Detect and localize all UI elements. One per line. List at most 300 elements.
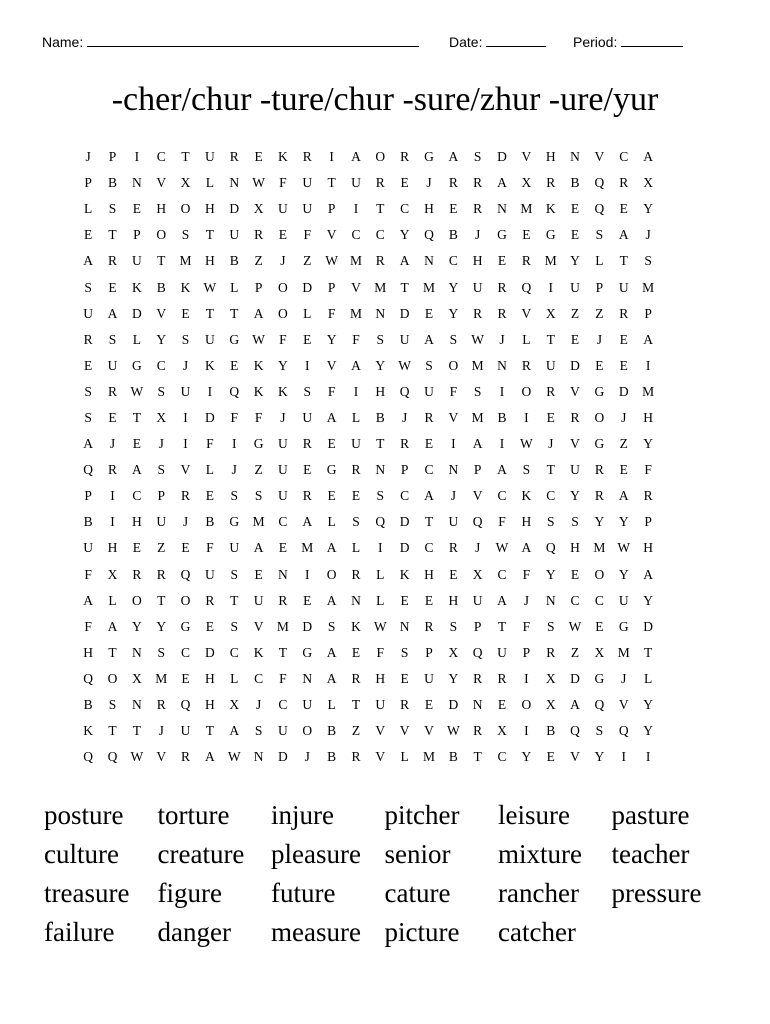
grid-letter[interactable]: R <box>83 331 93 347</box>
grid-letter[interactable]: Q <box>83 462 94 478</box>
grid-letter[interactable]: H <box>643 540 653 556</box>
grid-letter[interactable]: F <box>327 305 336 321</box>
grid-letter[interactable]: A <box>107 305 118 321</box>
grid-letter[interactable]: Y <box>643 436 653 452</box>
grid-letter[interactable]: V <box>399 723 410 739</box>
grid-letter[interactable]: D <box>205 644 215 660</box>
grid-letter[interactable]: X <box>107 566 118 582</box>
grid-letter[interactable]: F <box>376 644 385 660</box>
grid-letter[interactable]: U <box>131 253 142 269</box>
grid-letter[interactable]: G <box>594 670 605 686</box>
grid-letter[interactable]: E <box>230 357 239 373</box>
grid-letter[interactable]: Y <box>278 357 288 373</box>
grid-letter[interactable]: D <box>570 670 580 686</box>
grid-letter[interactable]: D <box>399 514 410 530</box>
grid-letter[interactable]: E <box>327 488 336 504</box>
grid-letter[interactable]: Q <box>424 227 434 243</box>
grid-letter[interactable]: F <box>522 566 531 582</box>
grid-letter[interactable]: T <box>424 514 434 530</box>
grid-letter[interactable]: Y <box>156 331 167 347</box>
grid-letter[interactable]: K <box>545 201 556 217</box>
grid-letter[interactable]: U <box>205 331 215 347</box>
grid-letter[interactable]: J <box>475 540 481 556</box>
grid-letter[interactable]: W <box>373 618 387 634</box>
grid-letter[interactable]: P <box>644 514 652 530</box>
grid-letter[interactable]: V <box>570 436 580 452</box>
grid-letter[interactable]: I <box>378 540 383 556</box>
grid-letter[interactable]: E <box>497 253 507 269</box>
grid-letter[interactable]: S <box>84 279 92 295</box>
grid-letter[interactable]: T <box>230 592 239 608</box>
grid-letter[interactable]: O <box>594 409 605 425</box>
grid-letter[interactable]: G <box>131 357 142 373</box>
grid-letter[interactable]: R <box>424 618 434 634</box>
grid-letter[interactable]: Q <box>229 383 240 399</box>
grid-letter[interactable]: P <box>133 227 141 243</box>
grid-letter[interactable]: R <box>278 592 288 608</box>
grid-letter[interactable]: I <box>645 357 651 373</box>
grid-letter[interactable]: L <box>205 462 215 478</box>
grid-letter[interactable]: A <box>351 149 361 165</box>
grid-letter[interactable]: B <box>327 723 337 739</box>
grid-letter[interactable]: T <box>546 462 555 478</box>
grid-letter[interactable]: U <box>278 723 288 739</box>
grid-letter[interactable]: O <box>131 592 142 608</box>
grid-letter[interactable]: I <box>353 201 359 217</box>
grid-letter[interactable]: N <box>472 697 483 713</box>
grid-letter[interactable]: I <box>183 409 188 425</box>
grid-letter[interactable]: D <box>278 749 288 765</box>
grid-letter[interactable]: N <box>131 175 142 191</box>
period-field[interactable] <box>573 34 683 50</box>
grid-letter[interactable]: L <box>303 305 312 321</box>
grid-letter[interactable]: E <box>570 566 580 582</box>
grid-letter[interactable]: R <box>546 383 556 399</box>
grid-letter[interactable]: M <box>642 383 655 399</box>
grid-letter[interactable]: C <box>254 670 264 686</box>
grid-letter[interactable]: T <box>351 697 361 713</box>
name-line[interactable] <box>87 34 419 47</box>
grid-letter[interactable]: N <box>399 618 410 634</box>
grid-letter[interactable]: Y <box>399 227 410 243</box>
grid-letter[interactable]: R <box>108 462 118 478</box>
grid-letter[interactable]: E <box>595 618 604 634</box>
grid-letter[interactable]: K <box>278 383 288 399</box>
grid-letter[interactable]: I <box>110 488 115 504</box>
grid-letter[interactable]: Z <box>254 462 263 478</box>
grid-letter[interactable]: S <box>84 409 92 425</box>
grid-letter[interactable]: A <box>326 592 337 608</box>
grid-letter[interactable]: G <box>326 462 337 478</box>
date-field[interactable] <box>449 34 546 50</box>
grid-letter[interactable]: Y <box>545 566 556 582</box>
grid-letter[interactable]: J <box>621 670 627 686</box>
grid-letter[interactable]: A <box>424 488 434 504</box>
grid-letter[interactable]: R <box>302 149 312 165</box>
grid-letter[interactable]: U <box>472 279 483 295</box>
grid-letter[interactable]: N <box>229 175 240 191</box>
grid-letter[interactable]: Y <box>594 749 605 765</box>
grid-letter[interactable]: I <box>134 149 140 165</box>
grid-letter[interactable]: Y <box>448 305 459 321</box>
grid-letter[interactable]: D <box>497 149 507 165</box>
grid-letter[interactable]: C <box>132 488 142 504</box>
grid-letter[interactable]: O <box>375 149 386 165</box>
grid-letter[interactable]: O <box>107 670 118 686</box>
grid-letter[interactable]: F <box>303 227 312 243</box>
grid-letter[interactable]: T <box>473 749 482 765</box>
grid-letter[interactable]: E <box>108 409 117 425</box>
grid-letter[interactable]: X <box>545 697 556 713</box>
grid-letter[interactable]: U <box>570 279 580 295</box>
grid-letter[interactable]: S <box>376 488 385 504</box>
grid-letter[interactable]: S <box>84 383 92 399</box>
grid-letter[interactable]: E <box>424 436 434 452</box>
grid-letter[interactable]: T <box>400 279 409 295</box>
grid-letter[interactable]: F <box>352 331 360 347</box>
grid-letter[interactable]: D <box>302 618 313 634</box>
grid-letter[interactable]: E <box>181 670 190 686</box>
grid-letter[interactable]: F <box>522 618 531 634</box>
grid-letter[interactable]: A <box>83 253 94 269</box>
grid-letter[interactable]: Y <box>326 331 337 347</box>
grid-letter[interactable]: D <box>131 305 142 321</box>
grid-letter[interactable]: H <box>375 670 386 686</box>
grid-letter[interactable]: R <box>619 305 629 321</box>
grid-letter[interactable]: I <box>524 670 529 686</box>
grid-letter[interactable]: U <box>180 723 191 739</box>
grid-letter[interactable]: R <box>643 488 653 504</box>
grid-letter[interactable]: P <box>108 149 117 165</box>
grid-letter[interactable]: E <box>132 436 141 452</box>
grid-letter[interactable]: T <box>205 305 215 321</box>
grid-letter[interactable]: V <box>594 149 605 165</box>
grid-letter[interactable]: M <box>544 253 557 269</box>
grid-letter[interactable]: E <box>570 201 580 217</box>
grid-letter[interactable]: N <box>497 357 507 373</box>
grid-letter[interactable]: E <box>449 201 458 217</box>
grid-letter[interactable]: S <box>595 723 604 739</box>
grid-letter[interactable]: A <box>302 514 313 530</box>
grid-letter[interactable]: Q <box>521 279 532 295</box>
grid-letter[interactable]: W <box>227 749 241 765</box>
grid-letter[interactable]: J <box>85 149 91 165</box>
grid-letter[interactable]: A <box>424 331 434 347</box>
grid-letter[interactable]: R <box>351 670 361 686</box>
grid-letter[interactable]: A <box>497 462 507 478</box>
grid-letter[interactable]: V <box>351 279 361 295</box>
grid-letter[interactable]: J <box>158 723 164 739</box>
grid-letter[interactable]: J <box>280 409 286 425</box>
grid-letter[interactable]: J <box>426 175 432 191</box>
grid-letter[interactable]: W <box>203 279 217 295</box>
grid-letter[interactable]: L <box>84 201 93 217</box>
grid-letter[interactable]: E <box>205 488 215 504</box>
grid-letter[interactable]: I <box>524 723 529 739</box>
grid-letter[interactable]: E <box>619 462 628 478</box>
grid-letter[interactable]: E <box>619 357 628 373</box>
grid-letter[interactable]: E <box>303 462 312 478</box>
grid-letter[interactable]: R <box>546 644 556 660</box>
grid-letter[interactable]: Q <box>180 566 191 582</box>
grid-letter[interactable]: W <box>495 540 509 556</box>
grid-letter[interactable]: I <box>451 436 456 452</box>
grid-letter[interactable]: O <box>278 279 288 295</box>
grid-letter[interactable]: R <box>473 201 483 217</box>
grid-letter[interactable]: Q <box>618 723 629 739</box>
grid-letter[interactable]: V <box>424 723 434 739</box>
grid-letter[interactable]: Z <box>157 540 166 556</box>
grid-letter[interactable]: R <box>302 436 312 452</box>
grid-letter[interactable]: M <box>422 749 435 765</box>
grid-letter[interactable]: Y <box>643 723 653 739</box>
grid-letter[interactable]: R <box>156 697 166 713</box>
grid-letter[interactable]: X <box>594 644 605 660</box>
grid-letter[interactable]: L <box>132 331 141 347</box>
grid-letter[interactable]: E <box>570 331 580 347</box>
grid-letter[interactable]: Q <box>83 749 94 765</box>
grid-letter[interactable]: I <box>231 436 237 452</box>
grid-letter[interactable]: T <box>497 618 507 634</box>
grid-letter[interactable]: Q <box>107 749 118 765</box>
grid-letter[interactable]: V <box>618 697 629 713</box>
grid-letter[interactable]: T <box>157 253 166 269</box>
grid-letter[interactable]: E <box>84 227 93 243</box>
grid-letter[interactable]: J <box>304 749 310 765</box>
grid-letter[interactable]: Q <box>399 383 410 399</box>
grid-letter[interactable]: E <box>132 201 141 217</box>
grid-letter[interactable]: R <box>400 697 410 713</box>
grid-letter[interactable]: K <box>278 149 288 165</box>
grid-letter[interactable]: E <box>595 357 604 373</box>
grid-letter[interactable]: J <box>109 436 116 452</box>
grid-letter[interactable]: G <box>253 436 264 452</box>
grid-letter[interactable]: R <box>400 149 410 165</box>
grid-letter[interactable]: R <box>448 175 458 191</box>
grid-letter[interactable]: L <box>400 749 409 765</box>
grid-letter[interactable]: U <box>278 462 288 478</box>
grid-letter[interactable]: R <box>108 253 118 269</box>
grid-letter[interactable]: E <box>108 279 117 295</box>
grid-letter[interactable]: S <box>157 462 165 478</box>
grid-letter[interactable]: J <box>475 227 481 243</box>
grid-letter[interactable]: X <box>545 305 556 321</box>
grid-letter[interactable]: H <box>131 514 142 530</box>
grid-letter[interactable]: E <box>205 618 215 634</box>
grid-letter[interactable]: V <box>375 749 386 765</box>
grid-letter[interactable]: J <box>450 488 456 504</box>
grid-letter[interactable]: M <box>276 618 289 634</box>
grid-letter[interactable]: E <box>278 540 288 556</box>
grid-letter[interactable]: R <box>473 670 483 686</box>
grid-letter[interactable]: K <box>253 383 264 399</box>
grid-letter[interactable]: H <box>83 644 94 660</box>
grid-letter[interactable]: M <box>471 409 484 425</box>
grid-letter[interactable]: B <box>83 697 93 713</box>
grid-letter[interactable]: R <box>181 488 191 504</box>
grid-letter[interactable]: W <box>617 540 631 556</box>
grid-letter[interactable]: J <box>280 253 286 269</box>
grid-letter[interactable]: V <box>472 488 483 504</box>
grid-letter[interactable]: A <box>399 253 410 269</box>
grid-letter[interactable]: H <box>448 592 459 608</box>
grid-letter[interactable]: L <box>327 697 336 713</box>
grid-letter[interactable]: E <box>570 227 580 243</box>
grid-letter[interactable]: Q <box>375 514 386 530</box>
grid-letter[interactable]: D <box>643 618 653 634</box>
grid-letter[interactable]: Q <box>180 697 191 713</box>
grid-letter[interactable]: I <box>305 357 310 373</box>
grid-letter[interactable]: B <box>83 514 93 530</box>
grid-letter[interactable]: V <box>521 149 532 165</box>
grid-letter[interactable]: I <box>548 279 553 295</box>
grid-letter[interactable]: U <box>278 436 288 452</box>
grid-letter[interactable]: M <box>374 279 387 295</box>
grid-letter[interactable]: E <box>619 201 628 217</box>
grid-letter[interactable]: H <box>424 566 434 582</box>
grid-letter[interactable]: A <box>643 331 653 347</box>
grid-letter[interactable]: O <box>180 201 191 217</box>
grid-letter[interactable]: R <box>594 488 604 504</box>
grid-letter[interactable]: Q <box>472 514 483 530</box>
grid-letter[interactable]: X <box>545 670 556 686</box>
grid-letter[interactable]: O <box>180 592 191 608</box>
grid-letter[interactable]: E <box>254 149 263 165</box>
grid-letter[interactable]: J <box>596 331 603 347</box>
grid-letter[interactable]: G <box>618 618 629 634</box>
grid-letter[interactable]: T <box>376 201 385 217</box>
grid-letter[interactable]: X <box>131 670 142 686</box>
grid-letter[interactable]: C <box>448 253 458 269</box>
grid-letter[interactable]: S <box>522 462 531 478</box>
grid-letter[interactable]: C <box>156 149 166 165</box>
grid-letter[interactable]: Z <box>619 436 628 452</box>
grid-letter[interactable]: C <box>278 697 288 713</box>
grid-letter[interactable]: J <box>548 436 554 452</box>
grid-letter[interactable]: A <box>131 462 142 478</box>
grid-letter[interactable]: M <box>520 201 533 217</box>
grid-letter[interactable]: H <box>424 201 434 217</box>
grid-letter[interactable]: U <box>351 175 361 191</box>
grid-letter[interactable]: F <box>644 462 652 478</box>
grid-letter[interactable]: A <box>448 149 459 165</box>
grid-letter[interactable]: J <box>402 409 408 425</box>
grid-letter[interactable]: F <box>230 409 238 425</box>
grid-letter[interactable]: E <box>619 331 628 347</box>
grid-letter[interactable]: X <box>229 697 240 713</box>
grid-letter[interactable]: H <box>205 253 215 269</box>
grid-letter[interactable]: K <box>399 566 410 582</box>
grid-letter[interactable]: X <box>497 723 507 739</box>
grid-letter[interactable]: T <box>643 644 653 660</box>
grid-letter[interactable]: A <box>618 488 629 504</box>
grid-letter[interactable]: R <box>448 540 458 556</box>
grid-letter[interactable]: C <box>375 227 385 243</box>
grid-letter[interactable]: U <box>156 514 167 530</box>
grid-letter[interactable]: Y <box>448 670 459 686</box>
grid-letter[interactable]: D <box>570 357 580 373</box>
grid-letter[interactable]: O <box>594 566 605 582</box>
grid-letter[interactable]: P <box>425 644 433 660</box>
grid-letter[interactable]: N <box>545 592 556 608</box>
grid-letter[interactable]: V <box>253 618 264 634</box>
grid-letter[interactable]: O <box>521 697 532 713</box>
grid-letter[interactable]: D <box>229 201 240 217</box>
grid-letter[interactable]: M <box>642 279 655 295</box>
grid-letter[interactable]: J <box>645 227 651 243</box>
grid-letter[interactable]: V <box>570 383 580 399</box>
grid-letter[interactable]: U <box>278 488 288 504</box>
grid-letter[interactable]: L <box>643 670 653 686</box>
grid-letter[interactable]: T <box>132 723 141 739</box>
grid-letter[interactable]: Z <box>303 253 312 269</box>
grid-letter[interactable]: R <box>205 592 215 608</box>
grid-letter[interactable]: M <box>301 540 314 556</box>
grid-letter[interactable]: U <box>472 592 483 608</box>
grid-letter[interactable]: M <box>155 670 168 686</box>
grid-letter[interactable]: R <box>400 436 410 452</box>
grid-letter[interactable]: A <box>83 436 94 452</box>
grid-letter[interactable]: B <box>108 175 118 191</box>
grid-letter[interactable]: O <box>156 227 167 243</box>
grid-letter[interactable]: V <box>156 175 167 191</box>
grid-letter[interactable]: P <box>522 644 531 660</box>
grid-letter[interactable]: G <box>180 618 191 634</box>
grid-letter[interactable]: V <box>448 409 459 425</box>
grid-letter[interactable]: C <box>497 749 507 765</box>
grid-letter[interactable]: H <box>205 201 215 217</box>
grid-letter[interactable]: G <box>229 514 240 530</box>
grid-letter[interactable]: N <box>351 592 361 608</box>
grid-letter[interactable]: X <box>180 175 191 191</box>
grid-letter[interactable]: Z <box>351 723 361 739</box>
grid-letter[interactable]: E <box>449 566 458 582</box>
grid-letter[interactable]: O <box>302 723 313 739</box>
grid-letter[interactable]: T <box>205 723 215 739</box>
grid-letter[interactable]: A <box>497 175 507 191</box>
grid-letter[interactable]: T <box>546 331 555 347</box>
grid-letter[interactable]: R <box>351 749 361 765</box>
grid-letter[interactable]: P <box>400 462 409 478</box>
grid-letter[interactable]: C <box>351 227 361 243</box>
grid-letter[interactable]: Q <box>83 670 94 686</box>
grid-letter[interactable]: C <box>619 149 629 165</box>
grid-letter[interactable]: S <box>449 331 458 347</box>
grid-letter[interactable]: F <box>279 175 287 191</box>
grid-letter[interactable]: S <box>230 618 238 634</box>
grid-letter[interactable]: W <box>568 618 582 634</box>
grid-letter[interactable]: E <box>351 644 361 660</box>
grid-letter[interactable]: G <box>594 383 605 399</box>
grid-letter[interactable]: L <box>205 175 215 191</box>
grid-letter[interactable]: K <box>83 723 94 739</box>
grid-letter[interactable]: C <box>594 592 604 608</box>
grid-letter[interactable]: F <box>279 331 287 347</box>
grid-letter[interactable]: A <box>83 592 94 608</box>
grid-letter[interactable]: W <box>130 383 144 399</box>
grid-letter[interactable]: S <box>157 644 165 660</box>
grid-letter[interactable]: A <box>521 540 532 556</box>
grid-letter[interactable]: A <box>643 566 653 582</box>
grid-letter[interactable]: S <box>181 227 190 243</box>
grid-letter[interactable]: S <box>400 644 409 660</box>
grid-letter[interactable]: R <box>375 175 385 191</box>
grid-letter[interactable]: J <box>231 462 237 478</box>
grid-letter[interactable]: F <box>254 409 263 425</box>
grid-letter[interactable]: W <box>398 357 412 373</box>
grid-letter[interactable]: S <box>230 488 238 504</box>
grid-letter[interactable]: U <box>424 383 434 399</box>
